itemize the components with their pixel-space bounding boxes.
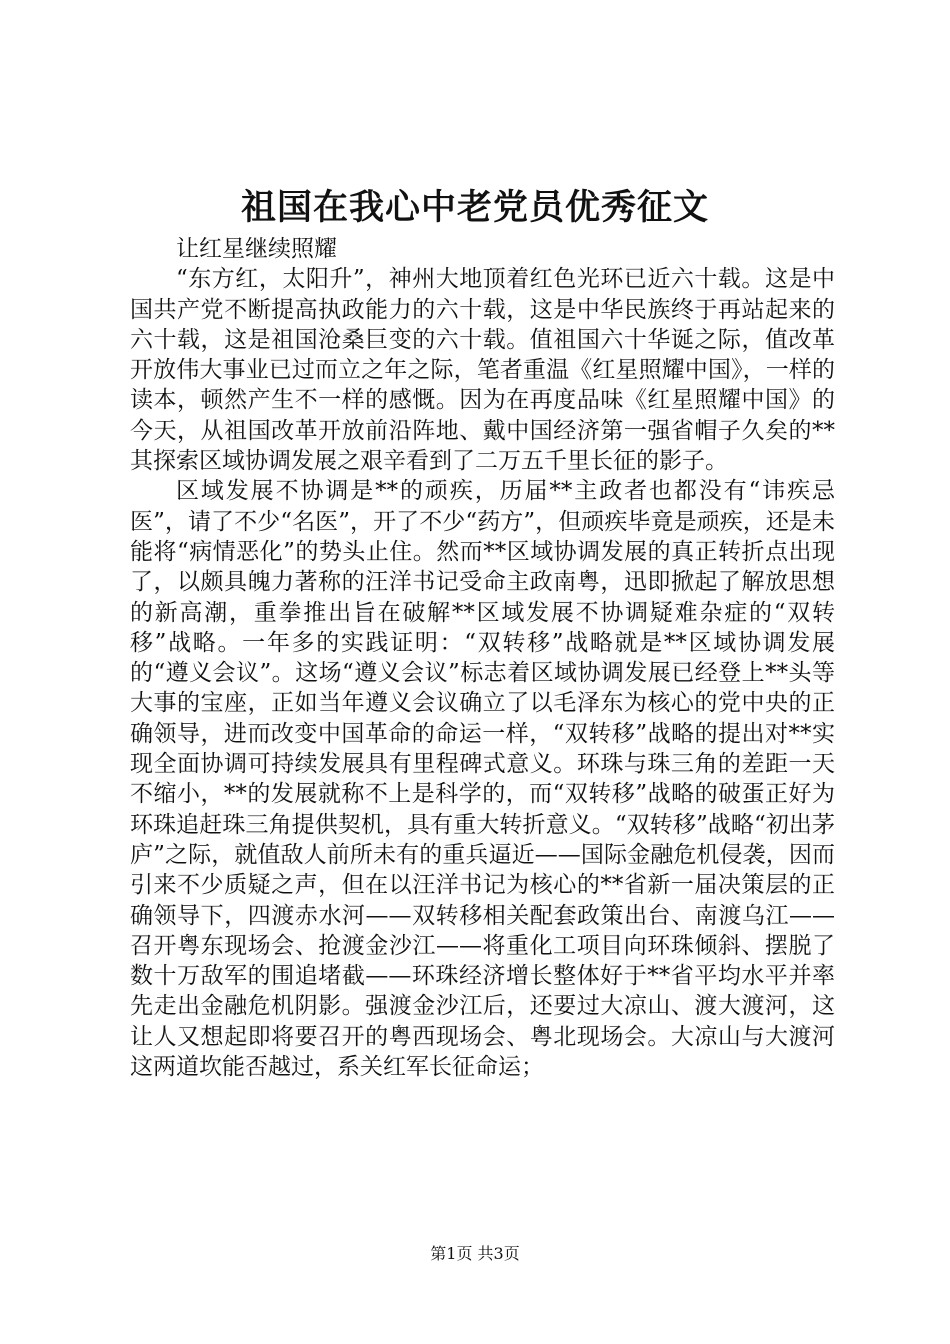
body-paragraph-2: 区域发展不协调是**的顽疾，历届**主政者也都没有“讳疾忌医”，请了不少“名医”，开了不少“药方”，但顽疾毕竟是顽疾，还是未能将“病情恶化”的势头止住。然而**区域协调发展的真正转折点出现了，以颇具魄力著称的汪洋书记受命主政南粤，迅即掀起了解放思想的新高潮，重拳推出旨在破解**区域发展不协调疑难杂症的“双转移”战略。一年多的实践证明：“双转移”战略就是**区域协调发展的“遵义会议”。这场“遵义会议”标志着区域协调发展已经登上**头等大事的宝座，正如当年遵义会议确立了以毛泽东为核心的党中央的正确领导，进而改变中国革命的命运一样，“双转移”战略的提出对**实现全面协调可持续发展具有里程碑式意义。环珠与珠三角的差距一天不缩小，**的发展就称不上是科学的，而“双转移”战略的破蛋正好为环珠追赶珠三角提供契机，具有重大转折意义。“双转移”战略“初出茅庐”之际，就值敌人前所未有的重兵逼近——国际金融危机侵袭，因而引来不少质疑之声，但在以汪洋书记为核心的**省新一届决策层的正确领导下，四渡赤水河——双转移相关配套政策出台、南渡乌江——召开粤东现场会、抢渡金沙江——将重化工项目向环珠倾斜、摆脱了数十万敌军的围追堵截——环珠经济增长整体好于**省平均水平并率先走出金融危机阴影。强渡金沙江后，还要过大凉山、渡大渡河，这让人又想起即将要召开的粤西现场会、粤北现场会。大凉山与大渡河这两道坎能否越过，系关红军长征命运； [130, 478, 835, 1081]
body-paragraph-1: “东方红，太阳升”，神州大地顶着红色光环已近六十载。这是中国共产党不断提高执政能力的六十载，这是中华民族终于再站起来的六十载，这是祖国沧桑巨变的六十载。值祖国六十华诞之际，值改革开放伟大事业已过而立之年之际，笔者重温《红星照耀中国》，一样的读本，顿然产生不一样的感慨。因为在再度品味《红星照耀中国》的今天，从祖国改革开放前沿阵地、戴中国经济第一强省帽子久矣的**其探索区域协调发展之艰辛看到了二万五千里长征的影子。 [130, 266, 835, 475]
document-body [130, 234, 835, 1082]
page-footer: 第1页 共3页 [430, 1244, 520, 1263]
document-title: 祖国在我心中老党员优秀征文 [240, 187, 709, 228]
subtitle-paragraph: 让红星继续照耀 [176, 236, 337, 262]
